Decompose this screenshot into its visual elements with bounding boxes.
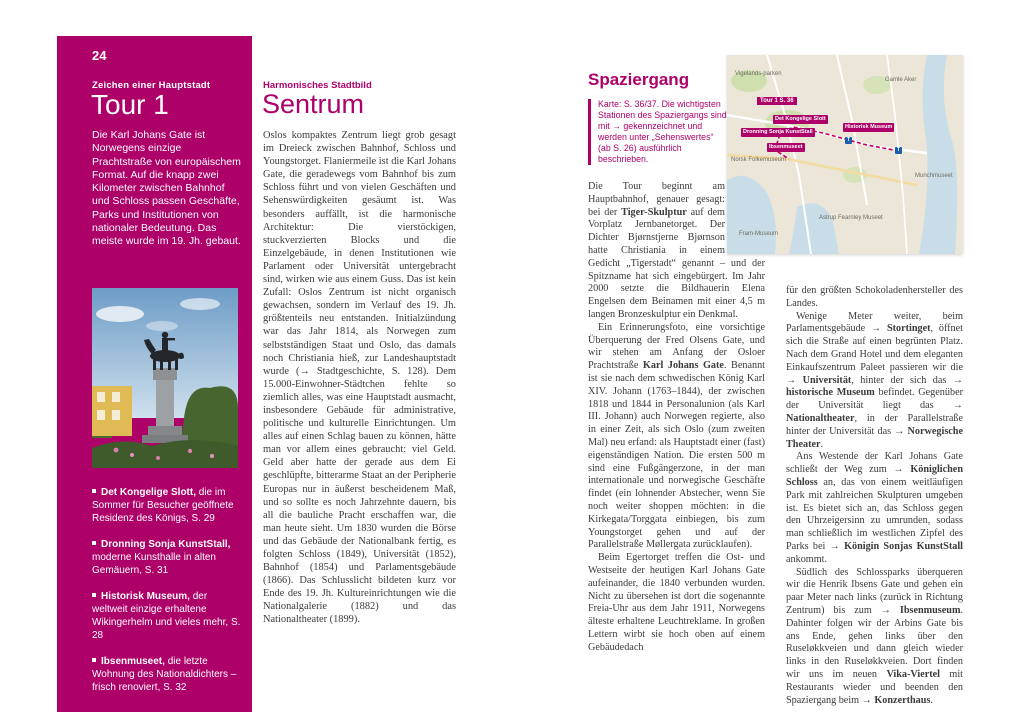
bullet-square-icon bbox=[92, 593, 96, 597]
map-tour-badge: Tour 1 S. 36 bbox=[757, 97, 797, 105]
map-label-norsk-folkemuseum: Norsk Folkemuseum bbox=[731, 157, 787, 163]
map-label-astrup-fearnley: Astrup Fearnley Museet bbox=[819, 215, 883, 221]
map-label-vigelandsparken: Vigelands-parken bbox=[735, 71, 782, 77]
tour-title: Tour 1 bbox=[91, 89, 169, 120]
statue-photo-illustration bbox=[92, 288, 238, 468]
city-map bbox=[727, 55, 963, 254]
map-base-illustration bbox=[727, 55, 963, 254]
bullet-square-icon bbox=[92, 541, 96, 545]
highlight-text: Dronning Sonja KunstStall, moderne Kunsthalle in alten Gemäuern, S. 31 bbox=[92, 539, 231, 576]
highlight-text: Ibsenmuseet, die letzte Wohnung des Nationaldichters – frisch renoviert, S. 32 bbox=[92, 656, 237, 693]
walk-paragraph: Ans Westende der Karl Johans Gate schließt der Weg zum → Königlichen Schloss an, das von einem weitläufigen Park mit zahlreichen Skulpturen umgeben ist. Es bietet sich an, das Schloss gegen den Uhrzeigersinn zu umrunden, sodass man schließlich im westlichen Zipfel des Parks bei → Königin Sonjas KunstStall ankommt. bbox=[786, 451, 963, 565]
metro-station-icon: T bbox=[846, 137, 851, 143]
walk-paragraph: Südlich des Schlossparks überqueren wir die Henrik Ibsens Gate und gehen ein paar Meter nach links (zurück in Richtung Zentrum) bis zum → Ibsenmuseum. Dahinter folgen wir der Arbins Gate bis ans Ende, gehen links über den Ruseløkkveien und dann gleich wieder links in den Ruseløkkveien. Dort finden wir uns im neuen Vika-Viertel mit Restaurants wieder und beenden den Spaziergang beim → Konzerthaus. bbox=[786, 566, 963, 706]
page-number: 24 bbox=[92, 48, 107, 63]
walk-paragraph: Ein Erinnerungsfoto, eine vorsichtige Überquerung der Fred Olsens Gate, und wir stehen am Anfang der Osloer Prachtstraße Karl Johans Gate. Benannt ist sie nach dem schwedischen König Karl XIV. Johann (1763–1844), der zwischen 1818 und 1844 in Personalunion (als Karl III. Johann) auch Norwegen regierte, also in einer Zeit, als sich Oslo (zum zweiten Mal) neu erfand: als Hauptstadt einer (fast) eigenständigen Nation. Die ersten 500 m sind eine Fußgängerzone, in der man internationale und norwegische Geschäfte findet (ein lohnender Abstecher, wenn Sie noch weiter shoppen möchten: in die Kirkegata/Torggata einbiegen, bis zum Youngstorget gehen und auf der Parallelstraße Møllergata zurücklaufen). bbox=[588, 321, 765, 551]
walk-column-2 bbox=[786, 285, 963, 707]
highlight-list bbox=[92, 486, 241, 707]
highlight-text: Det Kongelige Slott, die im Sommer für Besucher geöffnete Residenz des Königs, S. 29 bbox=[92, 487, 234, 524]
article-kicker: Harmonisches Stadtbild bbox=[263, 80, 372, 91]
highlight-item bbox=[92, 590, 241, 642]
article-title: Sentrum bbox=[262, 89, 365, 119]
tour-intro: Die Karl Johans Gate ist Norwegens einzige Prachtstraße von europäischem Format. Auf die knapp zwei Kilometer zwischen Bahnhof und Schloss passen Geschäfte, Parks und Institutionen von nationaler Bedeutung. Das meiste wurde im 19. Jh. gebaut. bbox=[92, 129, 241, 248]
walk-title: Spaziergang bbox=[588, 70, 690, 89]
sidebar-kicker: Zeichen einer Hauptstadt bbox=[92, 80, 211, 91]
map-poi-historisk-museum: Historisk Museum bbox=[845, 124, 893, 130]
walk-paragraph: Beim Egertorget treffen die Ost- und Westseite der heutigen Karl Johans Gate aufeinander, die 1840 verbunden wurden. Nicht zu übersehen ist dort die sogenannte Freia-Uhr aus dem Jahr 1911, Norwegens älteste erhaltene Leuchtreklame. In großen Lettern wirbt sie hoch oben auf einem Gebäudedach bbox=[588, 552, 765, 653]
statue-photo bbox=[92, 288, 238, 468]
highlight-item bbox=[92, 538, 241, 577]
highlight-text: Historisk Museum, der weltweit einzige erhaltene Wikingerhelm und vieles mehr, S. 28 bbox=[92, 591, 241, 641]
walk-map-note: Karte: S. 36/37. Die wichtigsten Stationen des Spaziergangs sind mit → gekennzeichnet und werden unter „Sehenswertes“ (ab S. 26) ausführlich beschrieben. bbox=[588, 99, 728, 165]
bullet-square-icon bbox=[92, 489, 96, 493]
map-poi-ibsenmuseet: Ibsenmuseet bbox=[769, 144, 803, 150]
map-label-gamle-aker: Gamle Aker bbox=[885, 77, 917, 83]
highlight-item bbox=[92, 486, 241, 525]
map-poi-det-kongelige-slott: Det Kongelige Slott bbox=[775, 116, 826, 122]
metro-station-icon: T bbox=[896, 147, 901, 153]
walk-paragraph: Die Tour beginnt am Hauptbahnhof, genauer gesagt: bei der Tiger-Skulptur auf dem Vorplatz Jernbanetorget. Der Dichter Bjørnstjerne Bjørnson hatte Christiania in einem Gedicht „Tigerstadt“ genannt – und der Spitzname hat sich eingebürgert. Im Jahr 2000 setzte die Bildhauerin Elena Engelsen dem Beinamen mit einer 4,5 m langen Bronzeskulptur ein Denkmal. bbox=[588, 181, 765, 320]
map-label-fram-museum: Fram-Museum bbox=[739, 231, 779, 237]
tour-sidebar bbox=[57, 36, 252, 712]
bullet-square-icon bbox=[92, 658, 96, 662]
map-label-munchmuseet: Munchmuseet bbox=[915, 173, 953, 179]
article-body: Oslos kompaktes Zentrum liegt grob gesagt im Dreieck zwischen Bahnhof, Schloss und Youngstorget. Flaniermeile ist die Karl Johans Gate, die geradewegs vom Bahnhof bis zum Schloss führt und von vielen Geschäften und Sehenswürdigkeiten gesäumt ist. Was besonders auffällt, ist die harmonische Architektur: Die vierstöckigen, stuckverzierten Blocks und die Einzelgebäude, in denen Institutionen wie Parlament oder Universität untergebracht sind, wirken wie aus einem Guss. Das ist kein Zufall: Oslos Zentrum ist nicht organisch gewachsen, sondern im Verlauf des 19. Jh. größtenteils neu entstanden. Initialzündung war das Jahr 1814, als Norwegen zum selbstständigen Staat und Oslo, das damals noch Christiania hieß, zur Landeshauptstadt wurde (→ Stadtgeschichte, S. 128). Dem 15.000-Einwohner-Städtchen fehlte so ziemlich alles, was eine Hauptstadt ausmacht, insbesondere Gebäude für administrative, politische und kulturelle Einrichtungen. Um alles auf einen Schlag bauen zu können, hätte man vor allem eines gebraucht: viel Geld. Geld aber hatte der gerade aus dem Ei geschlüpfte, bitterarme Staat an der Peripherie Europas nur in äußerst bescheidenem Maß, und so sollte es noch Jahrzehnte dauern, bis all die bauliche Pracht erschaffen war, die man heute sieht. Um 1830 wurden die Börse und das Gebäude der Nationalbank fertig, es folgten Schloss (1849), Universität (1852), Bahnhof (1854) und Parlamentsgebäude (1866). Das Schlusslicht bildeten kurz vor Ende des 19. Jh. Kultureinrichtungen wie die Nationalgalerie (1882) und das Nationaltheater (1899). bbox=[263, 130, 456, 626]
map-poi-dronning-sonja-kunststall: Dronning Sonja KunstStall bbox=[743, 129, 813, 135]
highlight-item bbox=[92, 655, 241, 694]
walk-paragraph: für den größten Schokoladenhersteller des Landes. bbox=[786, 285, 963, 309]
walk-paragraph: Wenige Meter weiter, beim Parlamentsgebäude → Stortinget, öffnet sich die Straße auf einen begrünten Platz. Nach dem Grand Hotel und dem eleganten Einkaufszentrum Paleet passieren wir die → Universität, hinter der sich das → historische Museum befindet. Gegenüber der Universität liegt das → Nationaltheater, in der Parallelstraße hinter der Universität das → Norwegische Theater. bbox=[786, 310, 964, 450]
